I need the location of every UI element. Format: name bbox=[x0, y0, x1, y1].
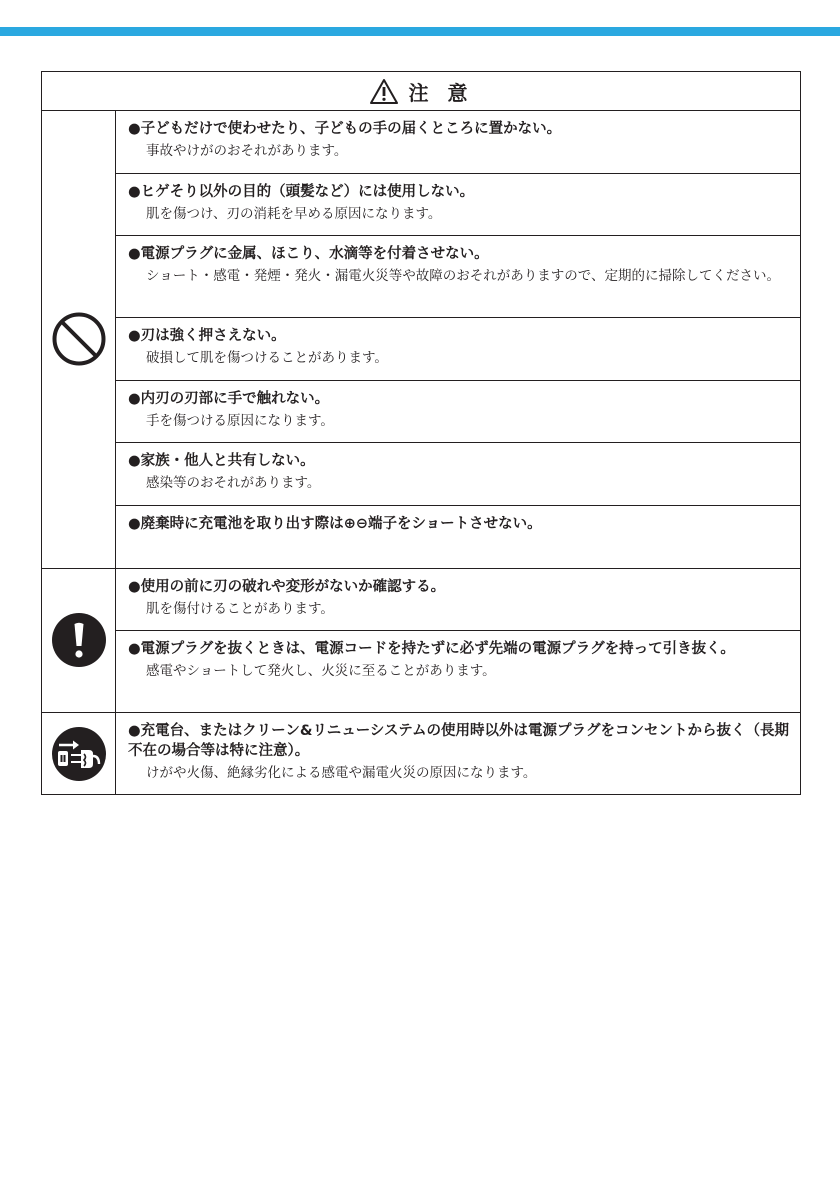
prohibition-items bbox=[116, 111, 800, 568]
unplug-icon bbox=[51, 726, 107, 782]
prohibition-icon-cell bbox=[42, 111, 116, 568]
item-heading: ●子どもだけで使わせたり、子どもの手の届くところに置かない。 bbox=[128, 121, 562, 137]
unplug-icon-cell bbox=[42, 713, 116, 794]
item-heading: ●ヒゲそり以外の目的（頭髪など）には使用しない。 bbox=[128, 183, 475, 200]
item-detail: ショート・感電・発煙・発火・漏電火災等や故障のおそれがありますので、定期的に掃除してください。 bbox=[146, 268, 780, 284]
mandatory-icon-cell bbox=[42, 569, 116, 713]
item-detail: 手を傷つける原因になります。 bbox=[146, 412, 334, 429]
list-item bbox=[116, 111, 800, 174]
item-detail: 感電やショートして発火し、火災に至ることがあります。 bbox=[146, 663, 496, 679]
item-detail: 事故やけがのおそれがあります。 bbox=[146, 143, 348, 159]
item-heading: ●刃は強く押さえない。 bbox=[128, 328, 286, 344]
unplug-items bbox=[116, 713, 800, 794]
top-accent-bar bbox=[0, 27, 840, 36]
item-heading: ●電源プラグを抜くときは、電源コードを持たずに必ず先端の電源プラグを持って引き抜く。 bbox=[128, 641, 735, 657]
list-item bbox=[116, 174, 800, 237]
item-heading: ●電源プラグに金属、ほこり、水滴等を付着させない。 bbox=[128, 246, 489, 262]
list-item bbox=[116, 318, 800, 381]
list-item bbox=[116, 569, 800, 632]
mandatory-items bbox=[116, 569, 800, 713]
item-heading: ●内刃の刃部に手で触れない。 bbox=[128, 390, 330, 407]
list-item bbox=[116, 443, 800, 506]
caution-table bbox=[41, 71, 801, 795]
prohibition-icon bbox=[51, 311, 107, 367]
item-heading: ●使用の前に刃の破れや変形がないか確認する。 bbox=[128, 578, 446, 595]
item-detail: 肌を傷付けることがあります。 bbox=[146, 600, 334, 617]
list-item bbox=[116, 713, 800, 794]
exclamation-icon bbox=[51, 612, 107, 668]
item-heading: ●充電台、またはクリーン&リニューシステムの使用時以外は電源プラグをコンセントから抜く（長期不在の場合等は特に注意）。 bbox=[128, 723, 789, 759]
item-detail: けがや火傷、絶縁劣化による感電や漏電火災の原因になります。 bbox=[146, 765, 537, 781]
caution-header bbox=[42, 72, 800, 111]
list-item bbox=[116, 631, 800, 712]
item-detail: 破損して肌を傷つけることがあります。 bbox=[146, 350, 388, 366]
caution-title: 注 意 bbox=[408, 80, 474, 105]
item-detail: 感染等のおそれがあります。 bbox=[146, 475, 321, 491]
list-item bbox=[116, 506, 800, 568]
item-heading: ●廃棄時に充電池を取り出す際は⊕⊖端子をショートさせない。 bbox=[128, 515, 542, 532]
item-heading: ●家族・他人と共有しない。 bbox=[128, 453, 315, 469]
prohibition-group bbox=[42, 111, 800, 569]
warning-triangle-icon bbox=[369, 78, 399, 105]
unplug-group bbox=[42, 713, 800, 794]
mandatory-group bbox=[42, 569, 800, 714]
list-item bbox=[116, 236, 800, 318]
list-item bbox=[116, 381, 800, 444]
item-detail: 肌を傷つけ、刃の消耗を早める原因になります。 bbox=[146, 205, 442, 222]
